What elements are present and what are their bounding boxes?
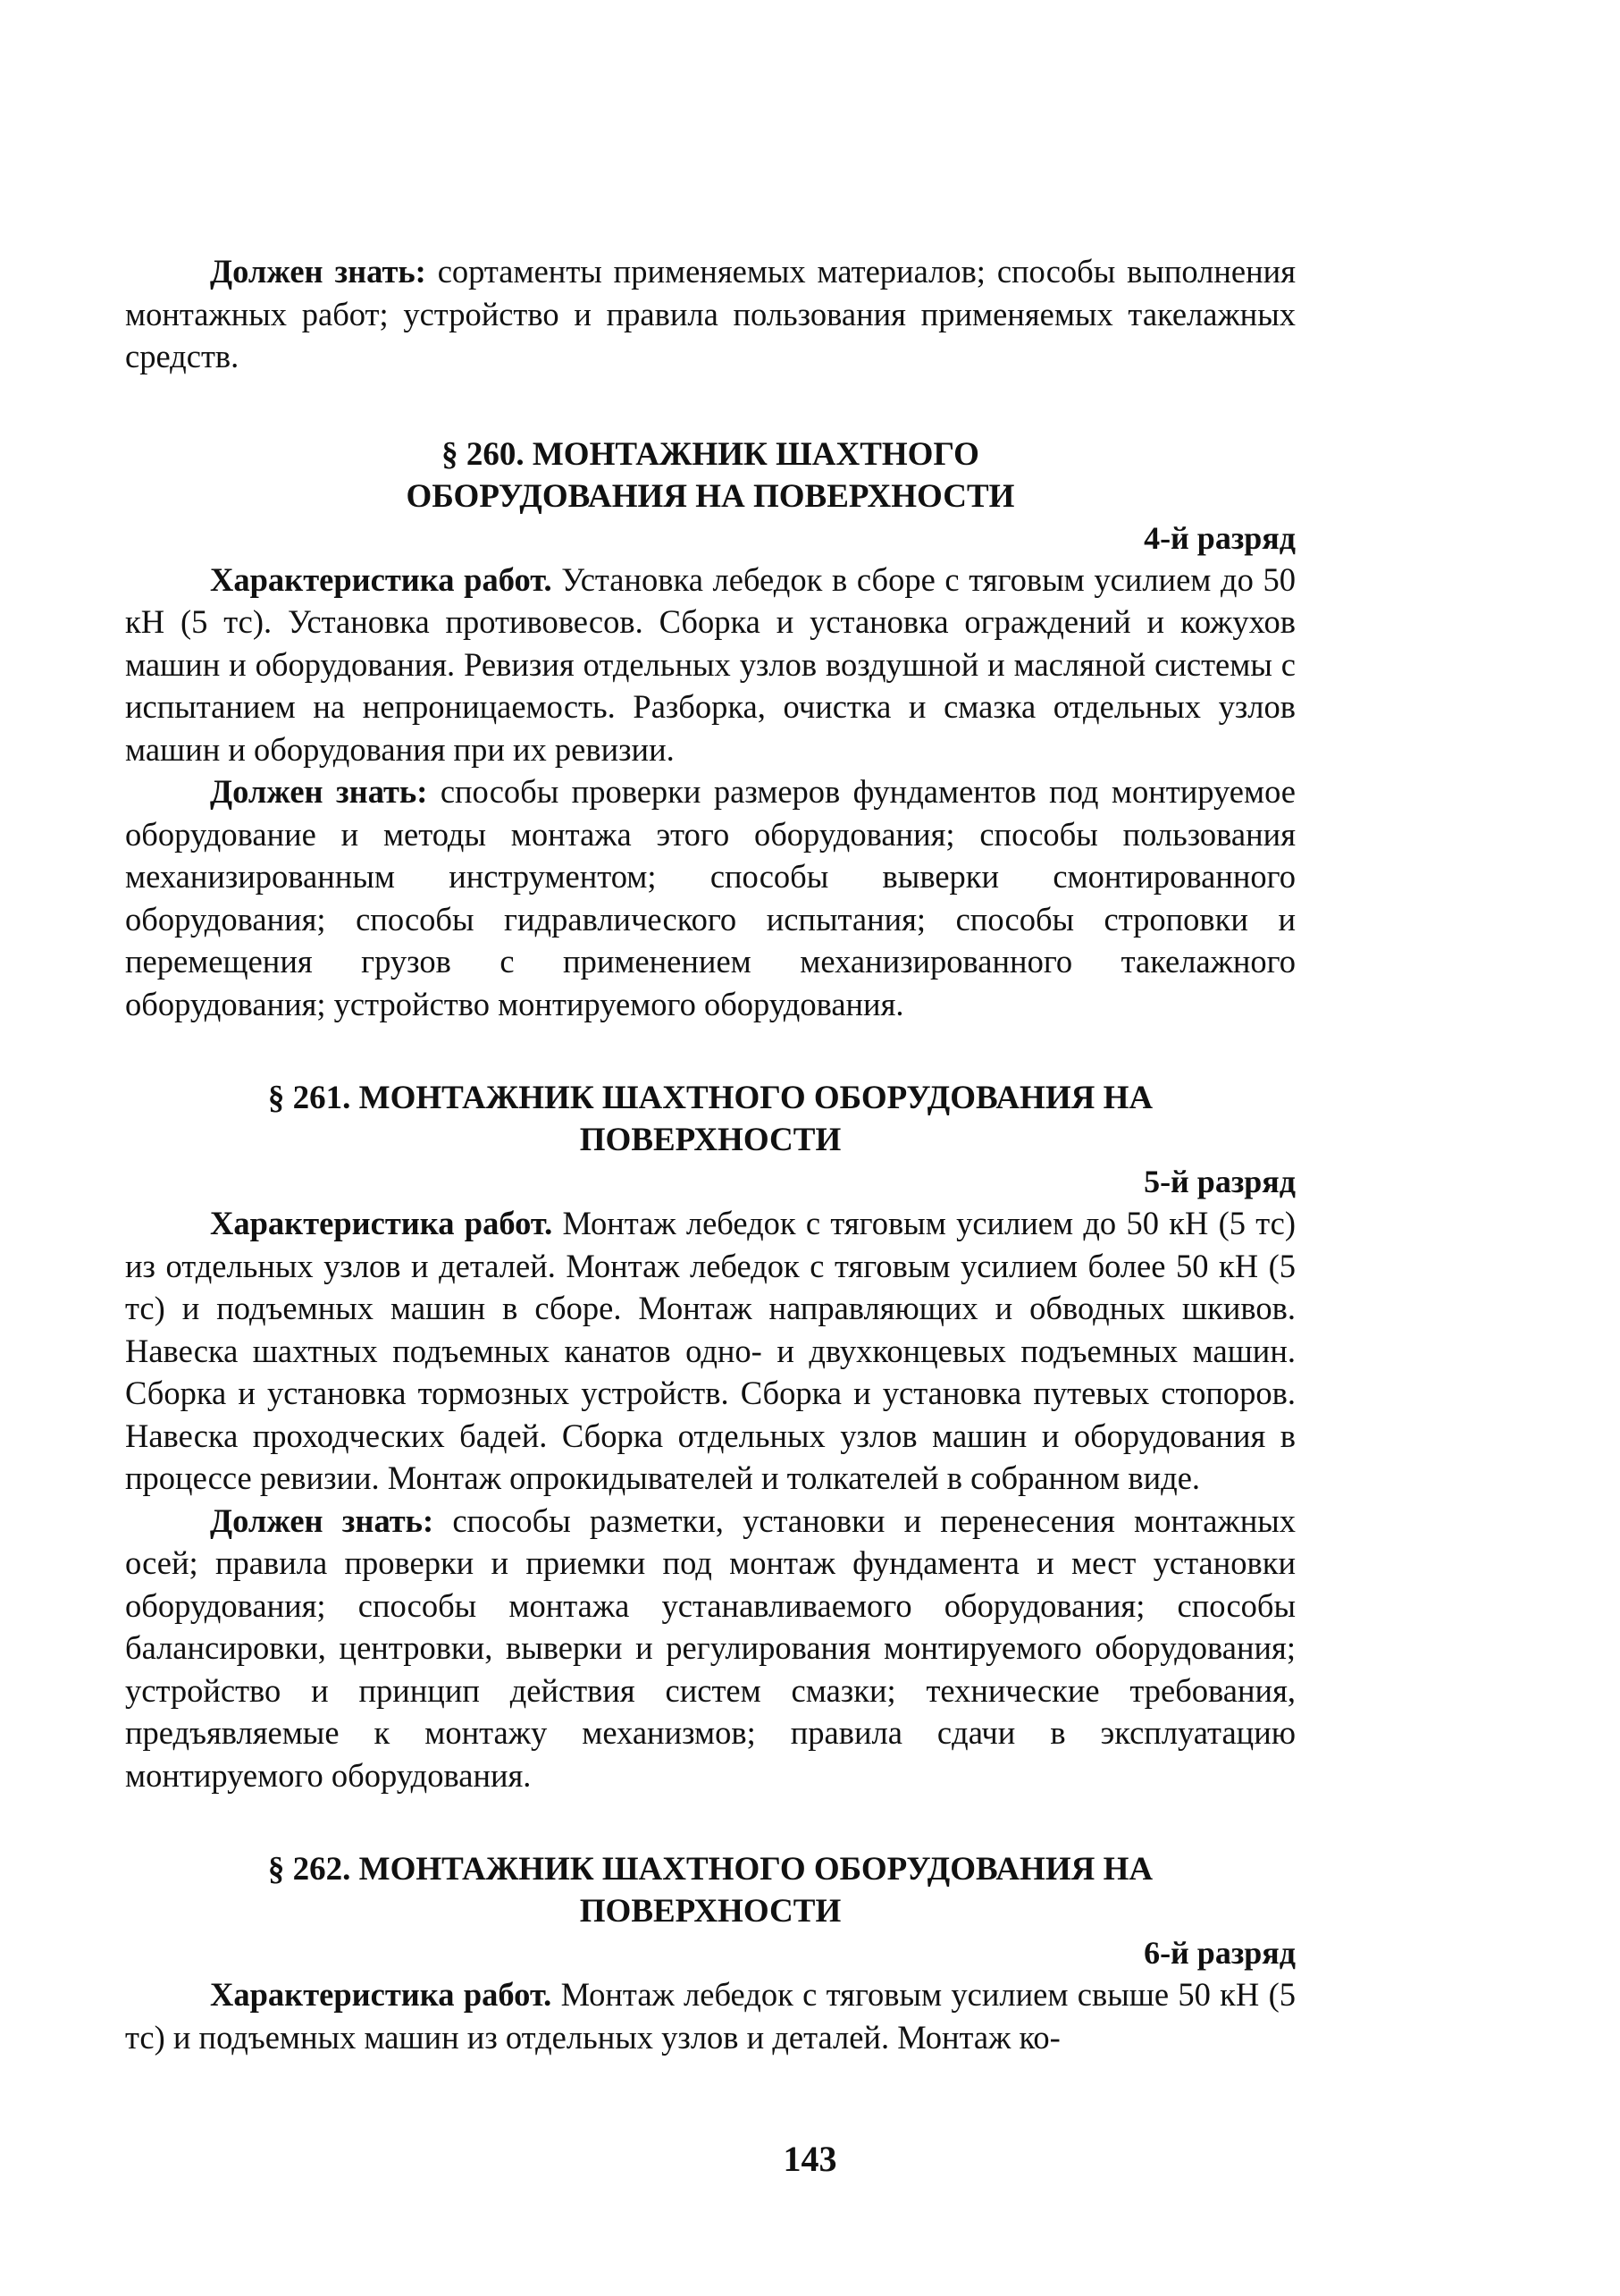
paragraph-text: сортаменты применяемых материалов; способы выполнения монтажных работ; устройство и правила пользования применяемых такелажных средств. [125, 253, 1296, 374]
section-heading: § 262. МОНТАЖНИК ШАХТНОГО ОБОРУДОВАНИЯ НА ПОВЕРХНОСТИ [267, 1851, 1154, 1930]
section-262 [125, 1848, 1296, 2058]
paragraph-text: Установка лебедок в сборе с тяговым усилием до 50 кН (5 тс). Установка противовесов. Сборка и установка ограждений и кожухов машин и оборудования. Ревизия отдельных узлов воздушной и масляной системы с испытанием на непроницаемость. Разборка, очистка и смазка отдельных узлов машин и оборудования при их ревизии. [125, 560, 1297, 768]
section-260 [125, 433, 1296, 1026]
paragraph-text: Монтаж лебедок с тяговым усилием до 50 кН (5 тс) из отдельных узлов и деталей. Монтаж лебедок с тяговым усилием более 50 кН (5 тс) и подъемных машин в сборе. Монтаж направляющих и обводных шкивов. Навеска шахтных подъемных канатов одно- и двухконцевых подъемных машин. Сборка и установка тормозных устройств. Сборка и установка путевых стопоров. Навеска проходческих бадей. Сборка отдельных узлов машин и оборудования в процессе ревизии. Монтаж опрокидывателей и толкателей в собранном виде. [125, 1205, 1296, 1496]
grade-label: 6-й разряд [1144, 1935, 1296, 1971]
lead-term: Должен знать: [210, 253, 426, 290]
paragraph-text: Монтаж лебедок с тяговым усилием свыше 50 кН (5 тс) и подъемных машин из отдельных узлов и деталей. Монтаж ко- [125, 1976, 1297, 2056]
grade-label: 5-й разряд [1144, 1164, 1296, 1199]
knowledge-paragraph [125, 770, 1296, 1025]
paragraph-text: способы проверки размеров фундаментов под монтируемое оборудование и методы монтажа этого оборудования; способы пользования механизированным инструментом; способы выверки смонтированного оборудования; способы гидравлического испытания; способы строповки и перемещения грузов с применением механизированного такелажного оборудования; устройство монтируемого оборудования. [125, 773, 1296, 1022]
lead-term: Характеристика работ. [210, 1976, 552, 2013]
page-number: 143 [783, 2139, 837, 2179]
grade-label: 4-й разряд [1144, 519, 1296, 556]
section-heading: § 260. МОНТАЖНИК ШАХТНОГО ОБОРУДОВАНИЯ НА ПОВЕРХНОСТИ [406, 435, 1015, 515]
intro-paragraph [125, 250, 1296, 378]
page-body [125, 250, 1296, 2058]
characteristic-paragraph [125, 559, 1296, 771]
lead-term: Характеристика работ. [210, 560, 552, 598]
lead-term: Должен знать: [210, 773, 428, 810]
section-heading: § 261. МОНТАЖНИК ШАХТНОГО ОБОРУДОВАНИЯ НА ПОВЕРХНОСТИ [267, 1080, 1154, 1158]
paragraph-text: способы разметки, установки и перенесения монтажных осей; правила проверки и приемки под монтаж фундамента и мест установки оборудования; способы монтажа устанавливаемого оборудования; способы балансировки, центровки, выверки и регулирования монтируемого оборудования; устройство и принцип действия систем смазки; технические требования, предъявляемые к монтажу механизмов; правила сдачи в эксплуатацию монтируемого оборудования. [125, 1501, 1296, 1794]
section-261 [125, 1077, 1296, 1796]
lead-term: Должен знать: [210, 1501, 434, 1539]
characteristic-paragraph [125, 1202, 1296, 1500]
knowledge-paragraph [125, 1500, 1296, 1797]
characteristic-paragraph [125, 1973, 1296, 2058]
lead-term: Характеристика работ. [210, 1205, 553, 1241]
